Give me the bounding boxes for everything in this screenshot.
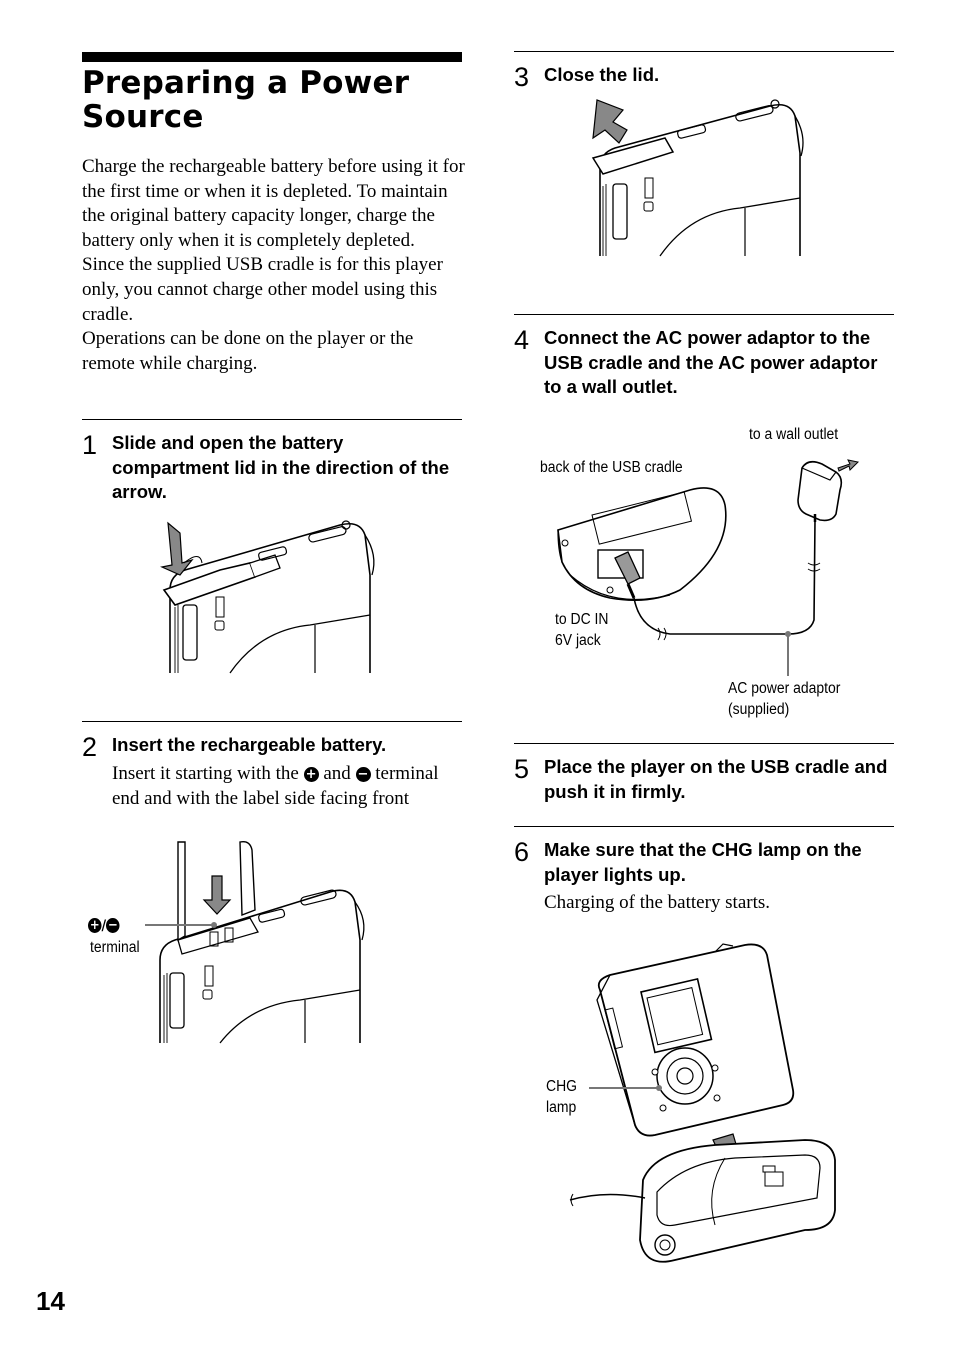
minus-label-icon: − bbox=[107, 918, 118, 933]
title-bar bbox=[82, 52, 462, 62]
dc-in-label-line1: to DC IN bbox=[555, 611, 609, 628]
plus-terminal-icon: + bbox=[304, 767, 319, 782]
step-4-heading: Connect the AC power adaptor to the USB cradle and the AC power adaptor to a wall outlet. bbox=[544, 327, 878, 398]
slash-label: / bbox=[101, 918, 107, 934]
step-2-illustration bbox=[150, 840, 380, 1045]
intro-paragraph-3: Operations can be done on the player or the remote while charging. bbox=[82, 328, 414, 374]
dc-in-label-line2: 6V jack bbox=[555, 632, 601, 649]
intro-paragraph-1: Charge the rechargeable battery before using it for the first time or when it is depleted. To maintain the original battery capacity longer, charge the battery only when it is completely depleted. bbox=[82, 156, 465, 251]
step-4-number: 4 bbox=[514, 325, 530, 355]
step-3-number: 3 bbox=[514, 62, 530, 92]
step-5-heading: Place the player on the USB cradle and push it in firmly. bbox=[544, 756, 888, 802]
intro-text bbox=[82, 155, 467, 376]
page-title: Preparing a Power Source bbox=[82, 65, 410, 135]
step-2-body bbox=[112, 761, 464, 811]
step-2-rule bbox=[82, 721, 462, 722]
page-number: 14 bbox=[36, 1286, 65, 1316]
terminal-symbol bbox=[88, 916, 120, 937]
ac-adaptor-label-line1: AC power adaptor bbox=[728, 680, 841, 697]
chg-lamp-label-line1: CHG bbox=[546, 1078, 578, 1095]
minus-terminal-icon: − bbox=[356, 767, 371, 782]
step-3-rule bbox=[514, 51, 894, 52]
step-2-body-and: and bbox=[323, 763, 351, 784]
step-6-body: Charging of the battery starts. bbox=[544, 892, 771, 913]
ac-adaptor-label-line2: (supplied) bbox=[728, 701, 790, 718]
step-5-rule bbox=[514, 743, 894, 744]
step-6-illustration bbox=[565, 940, 845, 1280]
plus-label-icon: + bbox=[89, 918, 100, 933]
step-2-heading: Insert the rechargeable battery. bbox=[112, 734, 387, 755]
wall-outlet-label: to a wall outlet bbox=[749, 426, 839, 443]
step-2-body-post: terminal end and with the label side facing front bbox=[112, 763, 439, 809]
step-1-rule bbox=[82, 419, 462, 420]
back-of-cradle-label: back of the USB cradle bbox=[540, 459, 683, 476]
intro-paragraph-2: Since the supplied USB cradle is for this player only, you cannot charge other model using this cradle. bbox=[82, 254, 443, 325]
step-4-illustration bbox=[540, 450, 870, 680]
terminal-label: terminal bbox=[90, 939, 140, 956]
step-6-heading: Make sure that the CHG lamp on the player lights up. bbox=[544, 839, 862, 885]
step-2-body-pre: Insert it starting with the bbox=[112, 763, 299, 784]
step-3-heading: Close the lid. bbox=[544, 64, 660, 85]
chg-lamp-label-line2: lamp bbox=[546, 1099, 577, 1116]
step-1-heading: Slide and open the battery compartment lid in the direction of the arrow. bbox=[112, 432, 450, 503]
step-1-number: 1 bbox=[82, 430, 98, 460]
step-1-illustration bbox=[150, 515, 390, 675]
step-6-number: 6 bbox=[514, 837, 530, 867]
step-3-illustration bbox=[585, 98, 815, 258]
step-6-rule bbox=[514, 826, 894, 827]
step-2-number: 2 bbox=[82, 732, 98, 762]
step-4-rule bbox=[514, 314, 894, 315]
step-5-number: 5 bbox=[514, 754, 530, 784]
